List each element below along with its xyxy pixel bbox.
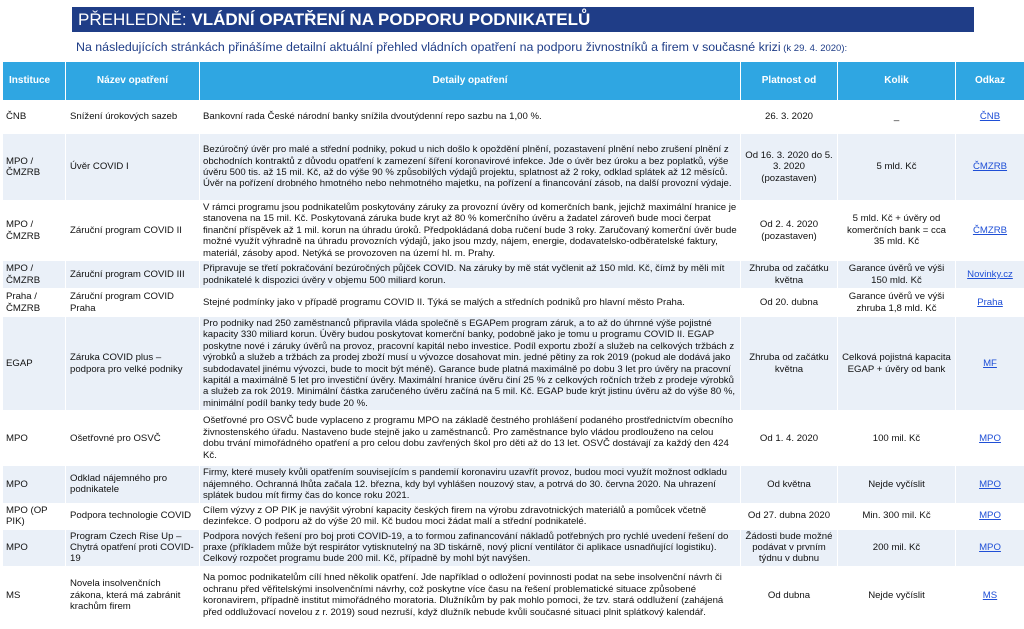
cell-odkaz xyxy=(956,529,1024,566)
source-link[interactable]: MPO xyxy=(979,541,1001,553)
page-title-prefix: PŘEHLEDNĚ: xyxy=(78,10,192,29)
table-row xyxy=(3,201,1024,261)
cell-detaily: Ošetřovné pro OSVČ bude vyplaceno z programu MPO na základě čestného prohlášení podaného prostřednictvím obecního živnostenského úřadu. Nastaveno bude stejně jako u zaměstnanců. Pro zaměstnance bylo vládou prodlouženo na celou dobu trvání mimořádného opatření a pro celou dobu zavřených škol pro děti až do 13 let. OSVČ dostávají za každý den 424 Kč. xyxy=(200,411,741,466)
cell-detaily: Na pomoc podnikatelům cílí hned několik opatření. Jde například o odložení povinnosti podat na sebe insolvenční návrh či ochranu před věřitelskými insolvenčními návrhy, což poskytne více času na řešení problematické situace způsobené koronavirem, případně institut mimořádného moratoria. Dlužníkům by pak mohlo pomoci, že tzv. stará oddlužení (zahájená před oddlužovací novelou z r. 2019) soud nezruší, když dlužník nebude kvůli současné situaci plnit splátkový kalendář. xyxy=(200,566,741,624)
cell-odkaz xyxy=(956,101,1024,134)
cell-kolik: Celková pojistná kapacita EGAP + úvěry od bank xyxy=(838,317,956,411)
col-header-detaily: Detaily opatření xyxy=(200,62,741,101)
cell-odkaz xyxy=(956,503,1024,529)
table-row xyxy=(3,411,1024,466)
cell-nazev: Podpora technologie COVID xyxy=(66,503,200,529)
source-link[interactable]: Praha xyxy=(977,296,1003,308)
cell-nazev: Odklad nájemného pro podnikatele xyxy=(66,466,200,503)
cell-kolik: 5 mld. Kč xyxy=(838,134,956,201)
cell-instituce: MS xyxy=(3,566,66,624)
cell-platnost: Od 2. 4. 2020 (pozastaven) xyxy=(741,201,838,261)
cell-kolik: 5 mld. Kč + úvěry od komerčních bank = cca 35 mld. Kč xyxy=(838,201,956,261)
col-header-instituce: Instituce xyxy=(3,62,66,101)
table-row xyxy=(3,101,1024,134)
cell-nazev: Záruční program COVID III xyxy=(66,261,200,289)
cell-instituce: Praha / ČMZRB xyxy=(3,289,66,317)
cell-platnost: Od dubna xyxy=(741,566,838,624)
cell-detaily: Firmy, které musely kvůli opatřením souvisejícím s pandemií koronaviru uzavřít provoz, budou moci využít možnost odkladu nájemného. Ochranná lhůta začala 12. března, kdy byl vyhlášen nouzový stav, a potrvá do 30. června 2020. Na uhrazení splátek budou mít firmy čas do konce roku 2021. xyxy=(200,466,741,503)
cell-nazev: Novela insolvenčních zákona, která má zabránit krachům firem xyxy=(66,566,200,624)
cell-detaily: Bezúročný úvěr pro malé a střední podniky, pokud u nich došlo k opoždění plnění, pozastavení plnění nebo zrušení plnění z obchodních kontraktů z důvodu opatření k zamezení šíření koronavirové infekce. Jde o úvěr bez úroku a bez poplatků, výše úvěru 500 tis. až 15 mil. Kč, až do výše 90 % způsobilých výdajů projektu, splatnost až 2 roky, odklad splátek až 12 měsíců. Úvěr na pořízení drobného hmotného nebo nehmotného majetku, na pořízení a financování zásob, na další provozní výdaje. xyxy=(200,134,741,201)
cell-instituce: MPO / ČMZRB xyxy=(3,201,66,261)
cell-platnost: Od 1. 4. 2020 xyxy=(741,411,838,466)
cell-instituce: MPO / ČMZRB xyxy=(3,134,66,201)
col-header-kolik: Kolik xyxy=(838,62,956,101)
cell-instituce: MPO / ČMZRB xyxy=(3,261,66,289)
cell-odkaz xyxy=(956,411,1024,466)
cell-instituce: MPO (OP PIK) xyxy=(3,503,66,529)
source-link[interactable]: MS xyxy=(982,589,998,601)
cell-odkaz xyxy=(956,289,1024,317)
cell-instituce: MPO xyxy=(3,411,66,466)
cell-kolik: Garance úvěrů ve výši zhruba 1,8 mld. Kč xyxy=(838,289,956,317)
cell-nazev: Záruční program COVID Praha xyxy=(66,289,200,317)
col-header-platnost: Platnost od xyxy=(741,62,838,101)
cell-detaily: Cílem výzvy z OP PIK je navýšit výrobní kapacity českých firem na výrobu zdravotnických materiálů a pomůcek včetně dezinfekce. O podporu až do výše 20 mil. Kč budou moci žádat malí a střední podnikatelé. xyxy=(200,503,741,529)
cell-nazev: Ošetřovné pro OSVČ xyxy=(66,411,200,466)
cell-platnost: Zhruba od začátku května xyxy=(741,317,838,411)
table-row xyxy=(3,261,1024,289)
cell-detaily: Pro podniky nad 250 zaměstnanců připravila vláda společně s EGAPem program záruk, a to až do úhrnné výše pojistné kapacity 330 miliard korun. Úvěry budou poskytovat komerční banky, podobně jako je tomu u programu COVID II. EGAP poskytne nové i záruky úvěrů na provoz, pracovní kapitál nebo investice. Podíl exportu zboží a služeb na celkových tržbách z výrobků a služeb a tržbách za prodej zboží musí u vývozce dosahovat min. jedné pětiny za rok 2019 (pokud ale dodává jako subdodavatel jinému vývozci, bude to mocit být méně). Garance bude platná maximálně po dobu 3 let pro úvěry na pracovní kapitál a maximálně 5 let pro investiční úvěry. Maximální hranice úvěru činí 25 % z celkových ročních tržeb z prodeje výrobků a služeb za rok 2019. Minimální částka zaručeného úvěru začíná na 5 mil. Kč. EGAP bude krýt jistinu úvěru až do výše 80 %, minimální podíl banky tedy bude 20 %. xyxy=(200,317,741,411)
cell-platnost: Od 20. dubna xyxy=(741,289,838,317)
cell-instituce: MPO xyxy=(3,529,66,566)
table-row xyxy=(3,466,1024,503)
cell-nazev: Záruční program COVID II xyxy=(66,201,200,261)
cell-detaily: V rámci programu jsou podnikatelům poskytovány záruky za provozní úvěry od komerčních bank, jejichž maximální hranice je stanovena na 15 mil. Kč. Poskytovaná záruka bude kryt až 80 % komerčního úvěru a žadatel zároveň bude moci čerpat finanční příspěvek až 1 mil. korun na úhradu úroků. Předpokládaná doba ručení bude 3 roky. Zaručovaný komerční úvěr bude možné využít výhradně na úhradu provozních výdajů, jako jsou mzdy, nájem, energie, dodavatelsko-odběratelské faktury, materiál, zásoby apod. Netýká se provozoven na území hl. m. Prahy. xyxy=(200,201,741,261)
col-header-nazev: Název opatření xyxy=(66,62,200,101)
cell-nazev: Snížení úrokových sazeb xyxy=(66,101,200,134)
cell-platnost: Od 27. dubna 2020 xyxy=(741,503,838,529)
cell-kolik: 200 mil. Kč xyxy=(838,529,956,566)
cell-kolik: Min. 300 mil. Kč xyxy=(838,503,956,529)
cell-platnost: Od 16. 3. 2020 do 5. 3. 2020 (pozastaven) xyxy=(741,134,838,201)
cell-instituce: EGAP xyxy=(3,317,66,411)
cell-odkaz xyxy=(956,317,1024,411)
table-header-row xyxy=(3,62,1024,101)
cell-instituce: ČNB xyxy=(3,101,66,134)
source-link[interactable]: ČMZRB xyxy=(972,224,1008,236)
cell-detaily: Podpora nových řešení pro boj proti COVID-19, a to formou zafinancování nákladů potřebných pro rychlé uvedení řešení do praxe (příkladem může být respirátor vytisknutelný na 3D tiskárně, nový plicní ventilátor či aplikace usnadňující logistiku). Celkový rozpočet programu bude 200 mil. Kč, případně by mohl být navýšen. xyxy=(200,529,741,566)
table-row xyxy=(3,566,1024,624)
table-row xyxy=(3,289,1024,317)
col-header-odkaz: Odkaz xyxy=(956,62,1024,101)
cell-instituce: MPO xyxy=(3,466,66,503)
source-link[interactable]: MPO xyxy=(979,510,1001,522)
measures-table xyxy=(2,61,1024,625)
source-link[interactable]: Novinky.cz xyxy=(967,268,1013,280)
cell-detaily: Stejné podmínky jako v případě programu COVID II. Týká se malých a středních podniků pro hlavní město Praha. xyxy=(200,289,741,317)
source-link[interactable]: ČNB xyxy=(979,111,1001,123)
cell-odkaz xyxy=(956,466,1024,503)
table-row xyxy=(3,503,1024,529)
cell-nazev: Záruka COVID plus – podpora pro velké podniky xyxy=(66,317,200,411)
cell-detaily: Připravuje se třetí pokračování bezúročných půjček COVID. Na záruky by mě stát vyčlenit až 150 mld. Kč, čímž by měli mít podnikatelé k dispozici úvěry v objemu 500 miliard korun. xyxy=(200,261,741,289)
cell-odkaz xyxy=(956,566,1024,624)
page-title: VLÁDNÍ OPATŘENÍ NA PODPORU PODNIKATELŮ xyxy=(191,10,591,29)
source-link[interactable]: MPO xyxy=(979,478,1001,490)
subtitle-date: (k 29. 4. 2020): xyxy=(780,43,848,54)
cell-kolik: Nejde vyčíslit xyxy=(838,566,956,624)
page-subtitle xyxy=(76,40,847,54)
cell-platnost: Od května xyxy=(741,466,838,503)
table-row xyxy=(3,134,1024,201)
cell-kolik: _ xyxy=(838,101,956,134)
cell-nazev: Úvěr COVID I xyxy=(66,134,200,201)
table-row xyxy=(3,529,1024,566)
page-title-bar xyxy=(72,7,974,32)
cell-platnost: 26. 3. 2020 xyxy=(741,101,838,134)
subtitle-text: Na následujících stránkách přinášíme detailní aktuální přehled vládních opatření na podporu živnostníků a firem v současné krizi xyxy=(76,40,781,54)
cell-platnost: Zhruba od začátku května xyxy=(741,261,838,289)
cell-odkaz xyxy=(956,134,1024,201)
cell-kolik: 100 mil. Kč xyxy=(838,411,956,466)
cell-platnost: Žádosti bude možné podávat v prvním týdnu v dubnu xyxy=(741,529,838,566)
cell-kolik: Garance úvěrů ve výši 150 mld. Kč xyxy=(838,261,956,289)
cell-odkaz xyxy=(956,261,1024,289)
source-link[interactable]: MF xyxy=(983,357,997,369)
cell-kolik: Nejde vyčíslit xyxy=(838,466,956,503)
cell-odkaz xyxy=(956,201,1024,261)
source-link[interactable]: MPO xyxy=(979,432,1001,444)
cell-nazev: Program Czech Rise Up – Chytrá opatření proti COVID-19 xyxy=(66,529,200,566)
table-row xyxy=(3,317,1024,411)
cell-detaily: Bankovní rada České národní banky snížila dvoutýdenní repo sazbu na 1,00 %. xyxy=(200,101,741,134)
source-link[interactable]: ČMZRB xyxy=(972,161,1008,173)
